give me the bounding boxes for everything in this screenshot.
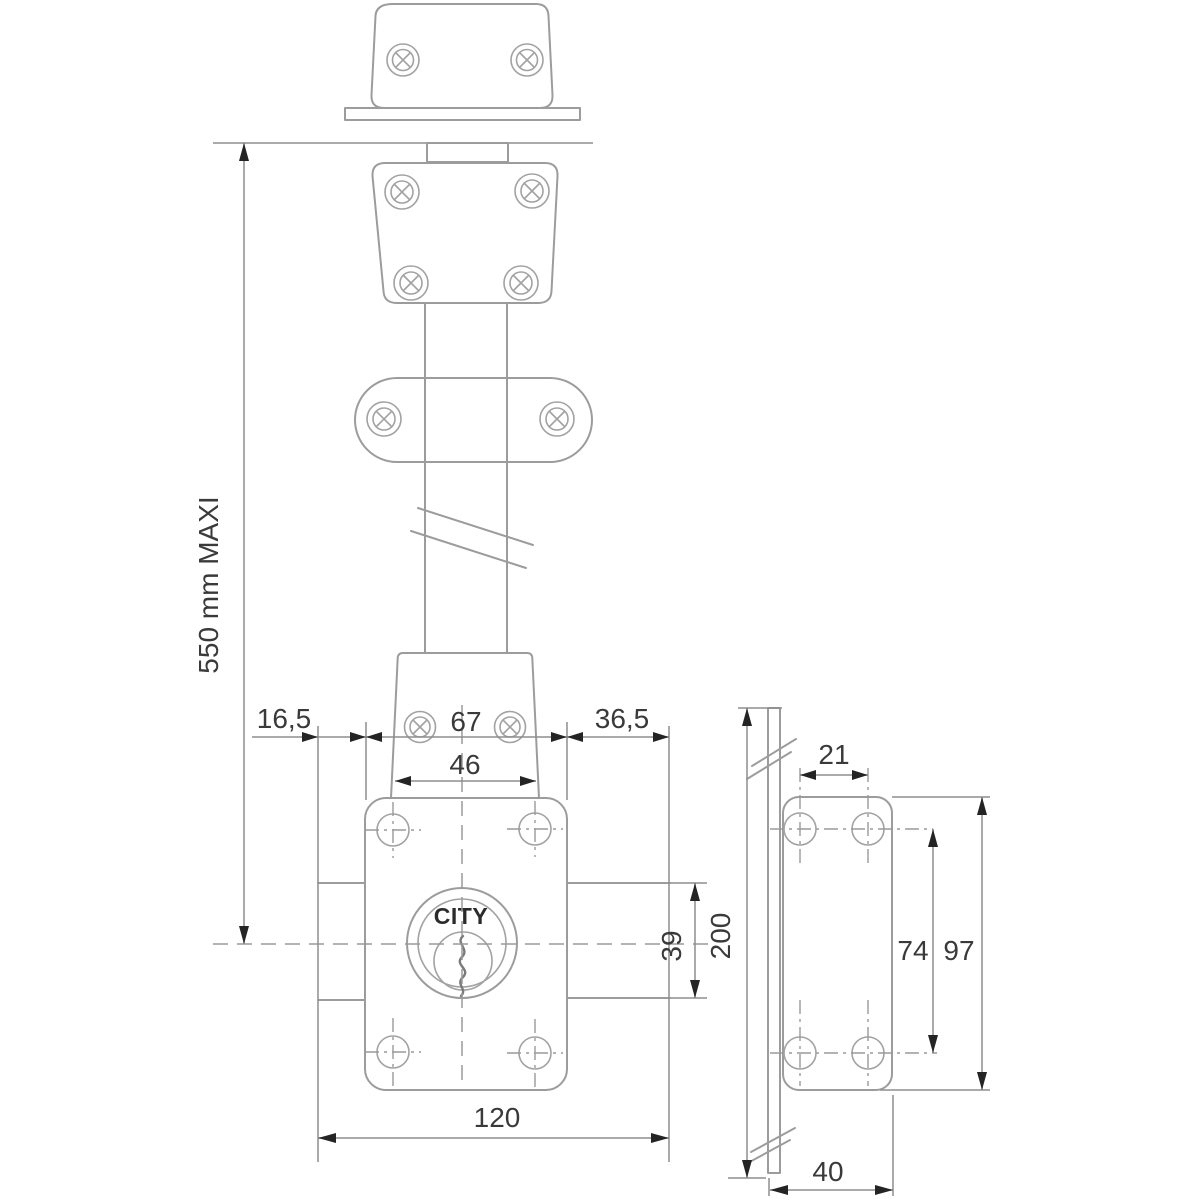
dim-label-67: 67 bbox=[450, 706, 482, 737]
rod-coupler bbox=[427, 143, 508, 162]
dimension-550 bbox=[193, 143, 249, 944]
dim-label-550: 550 mm MAXI bbox=[193, 496, 224, 674]
dim-label-39: 39 bbox=[656, 930, 687, 962]
dimension-120 bbox=[318, 1102, 669, 1143]
screw-icon bbox=[394, 266, 428, 300]
dimension-21 bbox=[800, 739, 868, 780]
upper-bracket bbox=[372, 163, 557, 303]
screw-icon bbox=[540, 402, 574, 436]
screw-icon bbox=[504, 266, 538, 300]
cylinder-core bbox=[434, 932, 492, 990]
screw-icon bbox=[405, 712, 436, 743]
dim-label-16-5: 16,5 bbox=[256, 703, 312, 734]
lock-rod bbox=[425, 303, 507, 653]
rod-break-symbol bbox=[411, 508, 533, 568]
rod-guide bbox=[355, 378, 592, 462]
dim-label-120: 120 bbox=[473, 1102, 521, 1133]
dim-label-46: 46 bbox=[449, 749, 481, 780]
dimension-200 bbox=[705, 708, 782, 1178]
dim-label-40: 40 bbox=[812, 1156, 844, 1187]
fixing-hole bbox=[365, 802, 421, 858]
screw-icon bbox=[515, 174, 549, 208]
bolt-housing-right bbox=[567, 883, 670, 998]
brand-label: CITY bbox=[433, 903, 489, 929]
dim-label-36-5: 36,5 bbox=[594, 703, 650, 734]
fixing-hole bbox=[507, 1019, 563, 1087]
dim-label-97: 97 bbox=[943, 935, 975, 966]
dimension-46 bbox=[395, 749, 536, 786]
screw-icon bbox=[511, 44, 543, 76]
bolt-housing-left bbox=[318, 883, 365, 1000]
screw-icon bbox=[367, 402, 401, 436]
dimension-74 bbox=[897, 829, 938, 1053]
screw-icon bbox=[385, 175, 419, 209]
ceiling-flange bbox=[345, 108, 580, 120]
dimension-39 bbox=[656, 883, 707, 998]
screw-icon bbox=[495, 712, 526, 743]
fixing-hole bbox=[365, 1018, 421, 1086]
top-bracket bbox=[371, 4, 552, 108]
side-plate-face bbox=[770, 768, 937, 1090]
dim-label-74: 74 bbox=[897, 935, 929, 966]
fixing-hole bbox=[507, 801, 563, 857]
dim-label-21: 21 bbox=[818, 739, 850, 770]
side-plate-edge bbox=[746, 708, 796, 1173]
dim-label-200: 200 bbox=[705, 912, 736, 960]
dimension-40 bbox=[769, 1095, 893, 1196]
screw-icon bbox=[387, 44, 419, 76]
